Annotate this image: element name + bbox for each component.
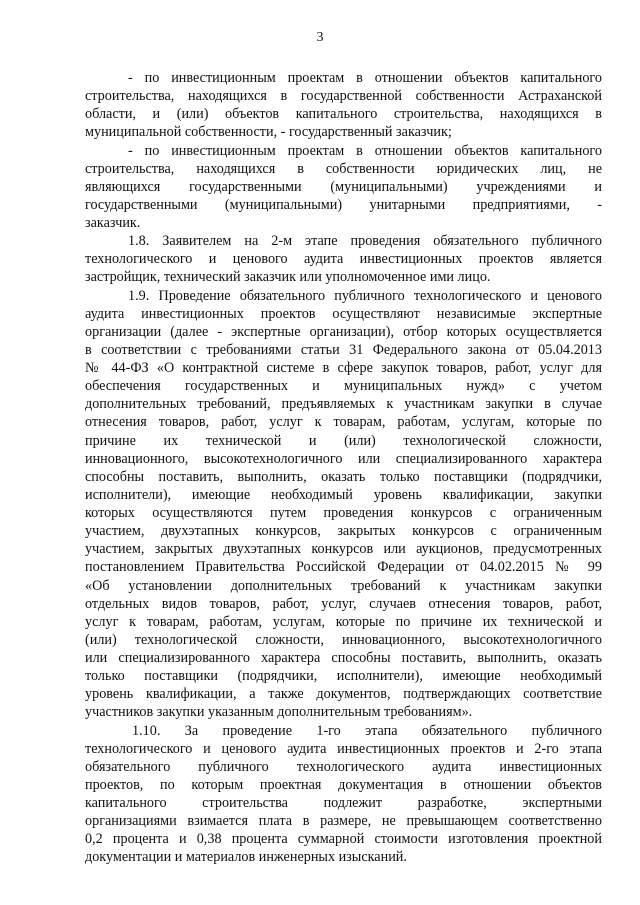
text-line: инновационного, высокотехнологичного или специализированного характера [85, 450, 602, 467]
text-line: в соответствии с требованиями статьи 31 Федерального закона от 05.04.2013 [85, 341, 602, 358]
text-line: технологического и ценового аудита инвестиционных проектов и 2-го этапа [85, 740, 602, 757]
text-line: строительства, находящихся в государственной собственности Астраханской [85, 88, 602, 105]
text-line: только поставщики (подрядчики, исполнители), имеющие необходимый [85, 668, 602, 685]
text-line: 1.10. За проведение 1-го этапа обязательного публичного [132, 722, 602, 739]
text-line: (или) технологической сложности, инновационного, высокотехнологичного [85, 631, 602, 648]
text-line: отдельных видов товаров, работ, услуг, случаев отнесения товаров, работ, [85, 595, 602, 612]
text-line: услуг к товарам, работам, услугам, которые по причине их технической и [85, 613, 602, 630]
text-line: области, и (или) объектов капитального строительства, находящихся в [85, 106, 602, 123]
text-line: причине их технической и (или) технологической сложности, [85, 432, 602, 449]
text-line: муниципальной собственности, - государственный заказчик; [85, 124, 452, 141]
text-line: организациями взимается плата в размере, не превышающем соответственно [85, 813, 602, 830]
text-line: участников закупки указанным дополнительным требованиям». [85, 704, 473, 721]
text-line: строительства, находящихся в собственности юридических лиц, не [85, 160, 602, 177]
text-line: исполнители), имеющие необходимый уровень квалификации, закупки [85, 486, 602, 503]
text-line: заказчик. [85, 215, 141, 231]
text-line: аудита инвестиционных проектов осуществляют независимые экспертные [85, 305, 602, 322]
text-line: технологического и ценового аудита инвестиционных проектов является [85, 251, 602, 268]
text-line: - по инвестиционным проектам в отношении объектов капитального [128, 142, 602, 159]
text-line: № 44-ФЗ «О контрактной системе в сфере закупок товаров, работ, услуг для [85, 360, 602, 376]
text-line: проектов, по которым проектная документация в отношении объектов [85, 776, 602, 793]
text-line: дополнительных требований, предъявляемых к участникам закупки в случае [85, 396, 602, 413]
document-body [85, 69, 602, 867]
text-line: - по инвестиционным проектам в отношении объектов капитального [128, 70, 602, 86]
text-line: являющихся государственными (муниципальными) учреждениями и [85, 178, 602, 195]
text-line: обязательного публичного технологического аудита инвестиционных [85, 758, 602, 775]
text-line: «Об установлении дополнительных требований к участникам закупки [85, 577, 602, 594]
text-line: постановлением Правительства Российской Федерации от 04.02.2015 № 99 [85, 559, 602, 576]
text-line: капитального строительства подлежит разработке, экспертными [85, 795, 602, 811]
text-line: 1.8. Заявителем на 2-м этапе проведения обязательного публичного [128, 233, 602, 250]
text-line: участием, двухэтапных конкурсов, закрытых конкурсов с ограниченным [85, 523, 602, 540]
text-line: организации (далее - экспертные организации), отбор которых осуществляется [85, 323, 602, 340]
text-line: 0,2 процента и 0,38 процента суммарной стоимости изготовления проектной [85, 831, 602, 848]
text-line: застройщик, технический заказчик или уполномоченное ими лицо. [85, 269, 491, 286]
page-number: 3 [316, 30, 324, 45]
text-line: способны поставить, выполнить, оказать только поставщики (подрядчики, [85, 468, 602, 485]
text-line: 1.9. Проведение обязательного публичного технологического и ценового [128, 287, 602, 304]
text-line: документации и материалов инженерных изысканий. [85, 849, 407, 866]
text-line: или специализированного характера способны поставить, выполнить, оказать [85, 650, 602, 666]
text-line: государственными (муниципальными) унитарными предприятиями, - [85, 196, 602, 213]
text-line: отнесения товаров, работ, услуг к товарам, работам, услугам, которые по [85, 414, 602, 431]
text-line: уровень квалификации, а также документов, подтверждающих соответствие [85, 686, 602, 703]
text-line: обеспечения государственных и муниципальных нужд» с учетом [85, 378, 602, 395]
text-line: участием, закрытых двухэтапных конкурсов или аукционов, предусмотренных [85, 541, 602, 558]
text-line: которых осуществляются путем проведения конкурсов с ограниченным [85, 505, 602, 521]
